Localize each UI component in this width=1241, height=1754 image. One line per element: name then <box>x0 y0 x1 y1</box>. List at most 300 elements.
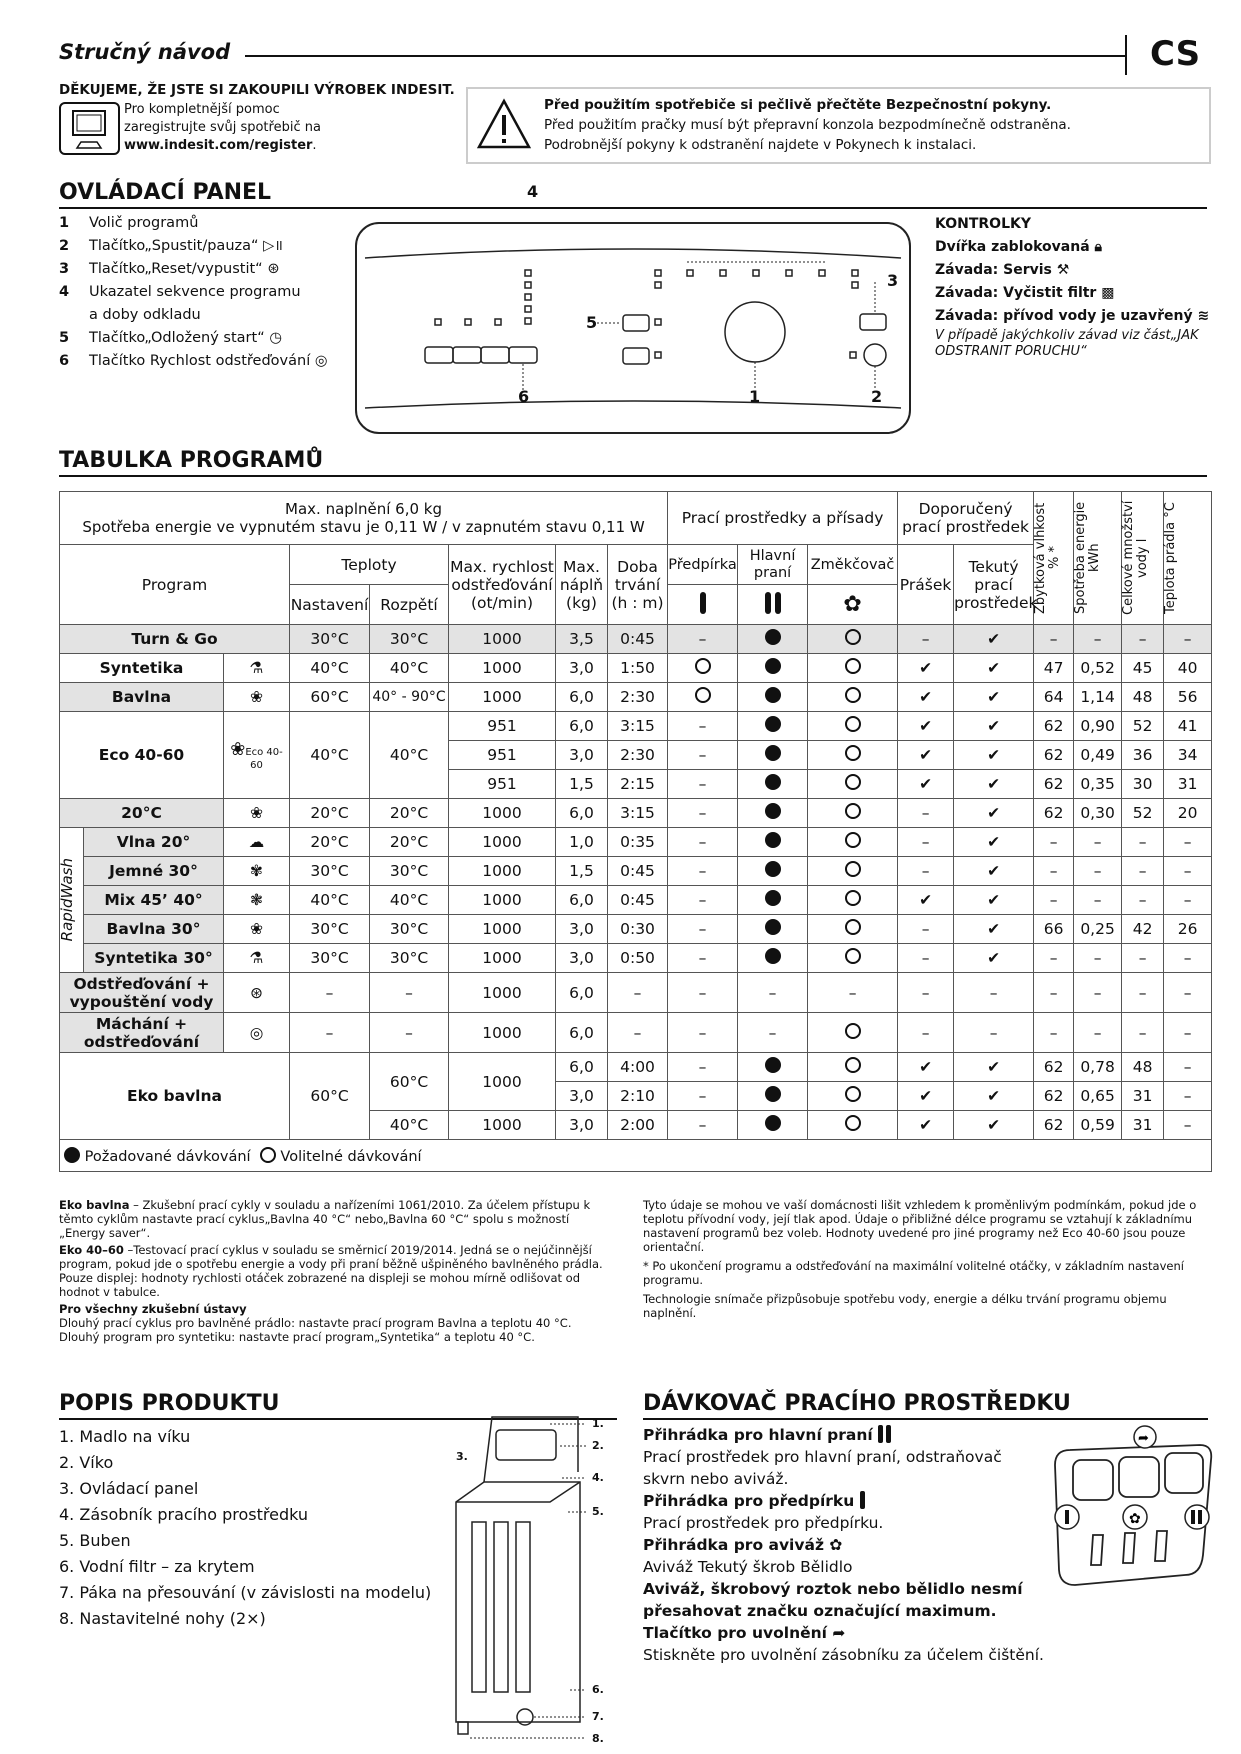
table-cell: – <box>1122 625 1164 654</box>
table-row <box>60 1013 1212 1053</box>
check-icon: ✔ <box>954 625 1034 654</box>
table-cell: ✔ <box>954 1111 1034 1140</box>
table-cell: – <box>668 1111 738 1140</box>
table-cell: 1,5 <box>556 770 608 799</box>
indicators-note: ODSTRANIT PORUCHU“ <box>935 344 1087 359</box>
table-cell: 30°C <box>370 944 449 973</box>
lock-icon: 🔒︎ <box>1094 239 1102 255</box>
indicator-filter: Závada: Vyčistit filtr <box>935 285 1097 301</box>
table-cell <box>808 1111 898 1140</box>
table-cell: ✔ <box>898 741 954 770</box>
table-cell <box>60 828 84 973</box>
table-cell: – <box>1074 828 1122 857</box>
table-cell: – <box>898 944 954 973</box>
table-cell: ✔ <box>954 828 1034 857</box>
table-cell: 66 <box>1034 915 1074 944</box>
table-cell: 30°C <box>370 915 449 944</box>
table-cell: – <box>370 973 449 1013</box>
energy-header: Spotřeba energie kWh <box>1073 501 1103 615</box>
table-cell <box>738 741 808 770</box>
table-cell <box>808 654 898 683</box>
table-cell: – <box>1034 625 1074 654</box>
table-cell: – <box>290 973 370 1013</box>
table-cell: 42 <box>1122 915 1164 944</box>
fig-label-3: 3. <box>456 1450 468 1463</box>
table-cell: – <box>1074 886 1122 915</box>
table-cell: 3,0 <box>556 741 608 770</box>
register-link[interactable]: www.indesit.com/register <box>124 138 313 153</box>
table-row <box>60 857 1212 886</box>
table-cell: 6,0 <box>556 683 608 712</box>
fig-label-1: 1. <box>592 1417 604 1430</box>
powder-header: Prášek <box>898 545 954 625</box>
table-cell: 1000 <box>449 886 556 915</box>
reset-drain-icon: ⊛ <box>267 261 280 277</box>
table-cell: – <box>668 886 738 915</box>
temp-range-header: Rozpětí <box>370 585 449 625</box>
control-item: Tlačítko Rychlost odstřeďování <box>89 353 311 369</box>
rapid-wash-label: RapidWash <box>58 858 76 942</box>
table-cell: 47 <box>1034 654 1074 683</box>
table-cell: 951 <box>449 770 556 799</box>
table-cell <box>738 683 808 712</box>
table-cell <box>808 712 898 741</box>
table-cell: Bavlna <box>60 683 224 712</box>
standby-power: Spotřeba energie ve vypnutém stavu je 0,11 W / v zapnutém stavu 0,11 W <box>82 518 645 536</box>
fig-label-6: 6. <box>592 1683 604 1696</box>
table-cell: Vlna 20° <box>84 828 224 857</box>
panel-label-6: 6 <box>518 387 530 406</box>
table-cell <box>808 915 898 944</box>
table-cell: 34 <box>1164 741 1212 770</box>
table-cell: 62 <box>1034 712 1074 741</box>
table-cell: ✔ <box>954 654 1034 683</box>
table-cell: Máchání + odstřeďování <box>60 1013 224 1053</box>
table-cell <box>738 1082 808 1111</box>
table-cell <box>808 857 898 886</box>
table-cell: 1000 <box>449 973 556 1013</box>
table-cell: 2:30 <box>608 683 668 712</box>
table-cell: – <box>1034 1013 1074 1053</box>
table-cell: 40°C <box>370 886 449 915</box>
table-cell: – <box>738 973 808 1013</box>
table-cell: 3,0 <box>556 944 608 973</box>
table-cell: 1000 <box>449 683 556 712</box>
table-cell: – <box>1034 886 1074 915</box>
panel-label-2: 2 <box>871 387 883 406</box>
table-cell <box>668 683 738 712</box>
list-item: 6. Vodní filtr – za krytem <box>59 1557 255 1576</box>
table-cell: – <box>898 857 954 886</box>
table-cell: 62 <box>1034 799 1074 828</box>
synthetics-icon: ⚗ <box>224 654 290 683</box>
warning-icon <box>476 97 532 157</box>
table-cell: 40°C <box>370 1111 449 1140</box>
table-cell: – <box>1074 625 1122 654</box>
table-cell: – <box>1034 828 1074 857</box>
table-cell: 1000 <box>449 625 556 654</box>
dispenser-text: Přihrádka pro hlavní praní Prací prostředek pro hlavní praní, odstraňovač skvrn nebo aviváž. Přihrádka pro předpírku Prací prostředek pro předpírku. Přihrádka pro aviváž ✿ Aviváž Tekutý škrob Bělidlo Aviváž, škrobový roztok nebo bělidlo nesmí přesahovat značku označující maximum. Tlačítko pro uvolnění ➦ Stiskněte pro uvolnění zásobníku za účelem čištění. <box>643 1426 1044 1664</box>
table-cell: – <box>898 799 954 828</box>
table-cell: Eko bavlna <box>60 1053 290 1140</box>
warning-line: Před použitím pračky musí být přepravní konzola bezpodmínečně odstraněna. <box>544 117 1071 133</box>
table-cell: – <box>668 799 738 828</box>
table-cell: – <box>1122 1013 1164 1053</box>
product-list <box>59 1424 431 1632</box>
table-cell: – <box>668 1013 738 1053</box>
table-cell: 40°C <box>290 712 370 799</box>
table-cell: 62 <box>1034 1053 1074 1082</box>
table-cell: 48 <box>1122 1053 1164 1082</box>
release-arrow-icon: ➦ <box>832 1624 846 1642</box>
table-cell <box>668 654 738 683</box>
table-cell: – <box>1164 1111 1212 1140</box>
register-text: Pro kompletnější pomoc zaregistrujte svůj spotřebič na www.indesit.com/register. <box>124 102 321 153</box>
table-cell: 30 <box>1122 770 1164 799</box>
table-cell: – <box>1034 857 1074 886</box>
table-cell: Turn & Go <box>60 625 290 654</box>
program-table <box>59 491 1212 1172</box>
title-rule-vertical <box>1125 35 1127 75</box>
table-row <box>60 915 1212 944</box>
delicates-icon: ✾ <box>224 857 290 886</box>
table-cell: – <box>1074 973 1122 1013</box>
table-cell: 1000 <box>449 828 556 857</box>
table-cell <box>1074 492 1122 625</box>
control-item: Tlačítko„Spustit/pauza“ <box>89 238 259 254</box>
synthetics30-icon: ⚗ <box>224 944 290 973</box>
table-cell: – <box>1164 857 1212 886</box>
table-cell: 2:00 <box>608 1111 668 1140</box>
computer-icon <box>59 102 120 155</box>
table-cell: 48 <box>1122 683 1164 712</box>
warning-box <box>466 87 1211 164</box>
flower-icon: ✿ <box>808 585 898 625</box>
table-cell <box>738 857 808 886</box>
table-cell: ✔ <box>954 886 1034 915</box>
table-cell <box>60 492 668 545</box>
table-cell: 4:00 <box>608 1053 668 1082</box>
table-row <box>60 654 1212 683</box>
mainwash-icon <box>878 1425 883 1443</box>
table-cell: 0:45 <box>608 625 668 654</box>
control-item: Tlačítko„Reset/vypustit“ <box>89 261 263 277</box>
table-cell: 1:50 <box>608 654 668 683</box>
list-item: 7. Páka na přesouvání (v závislosti na modelu) <box>59 1583 432 1602</box>
table-cell: 30°C <box>370 857 449 886</box>
table-cell: – <box>1164 1053 1212 1082</box>
list-item: 8. Nastavitelné nohy (2×) <box>59 1609 266 1628</box>
table-cell: 3,0 <box>556 654 608 683</box>
rinse-spin-icon: ◎ <box>224 1013 290 1053</box>
table-cell: – <box>1164 625 1212 654</box>
eco-icon: ❀Eco 40-60 <box>224 712 290 799</box>
table-cell: – <box>608 1013 668 1053</box>
svg-text:➦: ➦ <box>1138 1431 1149 1446</box>
notes-left: Eko bavlna – Zkušební prací cykly v souladu a nařízeními 1061/2010. Za účelem přístupu k těmto cyklům nastavte prací cyklus„Bavlna 40 °C“ nebo„Bavlna 60 °C“ spolu s možností „Energy saver“. Eko 40–60 –Testovací prací cyklus v souladu se směrnicí 2019/2014. Jedná se o nejúčinnější program, pokud jde o spotřebu energie a vody při praní běžně ušpiněného bavlněného prádla. Pouze displej: hodnoty rychlosti otáček zobrazené na displeji se mohou mírně odlišovat od hodnot v tabulce. Pro všechny zkušební ústavy Dlouhý prací cyklus pro bavlněné prádlo: nastavte prací program Bavlna a teplotu 40 °C. Dlouhý program pro syntetiku: nastavte prací program„Syntetika“ a teplotu 40 °C. <box>59 1198 603 1344</box>
mainwash-icon <box>738 585 808 625</box>
table-cell: – <box>1074 944 1122 973</box>
table-cell: 0,35 <box>1074 770 1122 799</box>
table-cell: 40°C <box>370 654 449 683</box>
table-cell <box>1122 492 1164 625</box>
program-table-heading: TABULKA PROGRAMŮ <box>59 448 324 473</box>
table-row <box>60 886 1212 915</box>
dispenser-heading: DÁVKOVAČ PRACÍHO PROSTŘEDKU <box>643 1391 1071 1416</box>
table-cell: 0,90 <box>1074 712 1122 741</box>
table-cell: 30°C <box>290 857 370 886</box>
fig-label-2: 2. <box>592 1439 604 1452</box>
table-cell: – <box>898 625 954 654</box>
table-cell <box>738 828 808 857</box>
table-cell: ✔ <box>898 886 954 915</box>
table-cell: – <box>668 944 738 973</box>
table-cell: 6,0 <box>556 712 608 741</box>
table-cell: – <box>1034 973 1074 1013</box>
play-pause-icon: ▷॥ <box>263 238 283 254</box>
table-row <box>60 683 1212 712</box>
table-cell: – <box>1164 944 1212 973</box>
table-cell: – <box>898 915 954 944</box>
section-rule <box>59 207 1207 209</box>
table-cell: – <box>668 712 738 741</box>
warning-bold: Před použitím spotřebiče si pečlivě přečtěte Bezpečnostní pokyny. <box>544 97 1052 113</box>
table-cell: – <box>1164 1082 1212 1111</box>
table-cell <box>738 770 808 799</box>
list-item: 2. Víko <box>59 1453 114 1472</box>
svg-text:✿: ✿ <box>1129 1511 1141 1527</box>
20c-icon: ❀ <box>224 799 290 828</box>
table-cell: 0,49 <box>1074 741 1122 770</box>
table-cell: – <box>668 1082 738 1111</box>
table-cell: 20°C <box>290 828 370 857</box>
table-cell: 6,0 <box>556 1013 608 1053</box>
table-cell: – <box>668 973 738 1013</box>
flower-icon: ✿ <box>829 1536 843 1554</box>
table-cell: 36 <box>1122 741 1164 770</box>
table-cell <box>808 886 898 915</box>
table-cell: 0:45 <box>608 857 668 886</box>
table-cell: 0:45 <box>608 886 668 915</box>
table-cell: 30°C <box>290 625 370 654</box>
section-rule <box>59 475 1207 477</box>
table-cell: 1,14 <box>1074 683 1122 712</box>
spin-header: Max. rychlost odstřeďování (ot/min) <box>449 545 556 625</box>
table-cell: 62 <box>1034 1082 1074 1111</box>
table-cell: – <box>1164 973 1212 1013</box>
table-cell: 52 <box>1122 799 1164 828</box>
table-cell: 0,30 <box>1074 799 1122 828</box>
recommended-header: Doporučený prací prostředek <box>898 492 1034 545</box>
table-cell: – <box>1122 857 1164 886</box>
wrench-icon: ⚒ <box>1056 262 1070 278</box>
table-cell: – <box>1074 857 1122 886</box>
liquid-header: Tekutý prací prostředek <box>954 545 1034 625</box>
list-item: 3. Ovládací panel <box>59 1479 199 1498</box>
control-item: a doby odkladu <box>89 307 201 323</box>
table-cell: 3,0 <box>556 915 608 944</box>
table-cell: 40°C <box>290 654 370 683</box>
table-cell <box>1034 492 1074 625</box>
indicator-water: Závada: přívod vody je uzavřený <box>935 308 1193 324</box>
table-cell: ✔ <box>954 1082 1034 1111</box>
table-cell: ✔ <box>898 1053 954 1082</box>
control-item: Volič programů <box>89 215 199 231</box>
table-row <box>60 828 1212 857</box>
table-cell: 951 <box>449 712 556 741</box>
table-cell: 20°C <box>370 828 449 857</box>
table-cell: – <box>668 857 738 886</box>
table-cell: 60°C <box>290 1053 370 1140</box>
table-row <box>60 973 1212 1013</box>
wool-icon: ☁ <box>224 828 290 857</box>
table-cell: – <box>898 1013 954 1053</box>
list-item: 4. Zásobník pracího prostředku <box>59 1505 309 1524</box>
control-item: Tlačítko„Odložený start“ <box>89 330 265 346</box>
table-cell: – <box>290 1013 370 1053</box>
prewash-header: Předpírka <box>668 545 738 585</box>
water-header: Celkové množství vody l <box>1121 500 1151 616</box>
table-cell: 1000 <box>449 654 556 683</box>
table-cell: 41 <box>1164 712 1212 741</box>
indicators <box>935 213 1209 360</box>
table-cell: 62 <box>1034 770 1074 799</box>
table-cell: 6,0 <box>556 973 608 1013</box>
control-item: Ukazatel sekvence programu <box>89 284 301 300</box>
legend: Požadované dávkování Volitelné dávkování <box>60 1140 1212 1172</box>
panel-label-1: 1 <box>749 387 761 406</box>
table-cell: ✔ <box>954 799 1034 828</box>
table-cell: – <box>1122 886 1164 915</box>
table-row <box>60 944 1212 973</box>
table-cell <box>738 886 808 915</box>
table-cell <box>738 654 808 683</box>
title-rule <box>245 55 1125 57</box>
table-row <box>60 625 1212 654</box>
table-cell: 56 <box>1164 683 1212 712</box>
control-list: 1 Volič programů 2 Tlačítko„Spustit/pauza“ ▷॥ 3 Tlačítko„Reset/vypustit“ ⊛ 4 Ukazatel sekvence programu a doby odkladu 5 Tlačítko„Odložený start“ ◷ 6 Tlačítko Rychlost odstřeďování ◎ <box>59 215 328 369</box>
cotton-icon: ❀ <box>224 683 290 712</box>
table-cell: 3:15 <box>608 712 668 741</box>
table-row <box>60 712 1212 741</box>
table-cell: ✔ <box>954 857 1034 886</box>
table-cell: – <box>668 741 738 770</box>
table-cell: – <box>668 828 738 857</box>
table-cell: 62 <box>1034 1111 1074 1140</box>
table-cell: 60°C <box>290 683 370 712</box>
table-cell: 951 <box>449 741 556 770</box>
list-item: 1. Madlo na víku <box>59 1427 191 1446</box>
indicators-title: KONTROLKY <box>935 216 1031 232</box>
table-cell: 62 <box>1034 741 1074 770</box>
fig-label-4: 4. <box>592 1471 604 1484</box>
table-cell: – <box>898 973 954 1013</box>
table-cell: – <box>608 973 668 1013</box>
control-panel-heading: OVLÁDACÍ PANEL <box>59 180 272 205</box>
table-cell: ✔ <box>954 770 1034 799</box>
table-cell: 20 <box>1164 799 1212 828</box>
table-cell: ✔ <box>898 683 954 712</box>
optional-ring <box>845 629 861 645</box>
table-cell: 0:35 <box>608 828 668 857</box>
temps-header: Teploty <box>290 545 449 585</box>
table-cell: 20°C <box>370 799 449 828</box>
table-cell <box>738 799 808 828</box>
fig-label-7: 7. <box>592 1710 604 1723</box>
indicator-service: Závada: Servis <box>935 262 1052 278</box>
table-cell: – <box>1034 944 1074 973</box>
page-title: Stručný návod <box>59 40 231 64</box>
table-cell: – <box>1122 973 1164 1013</box>
table-cell: 0,65 <box>1074 1082 1122 1111</box>
table-cell: 3,5 <box>556 625 608 654</box>
table-cell: 45 <box>1122 654 1164 683</box>
table-cell: Mix 45’ 40° <box>84 886 224 915</box>
table-cell: 3:15 <box>608 799 668 828</box>
fig-label-8: 8. <box>592 1732 604 1745</box>
table-cell <box>1164 492 1212 625</box>
table-cell: 30°C <box>370 625 449 654</box>
table-cell: ✔ <box>954 944 1034 973</box>
table-cell: 30°C <box>290 944 370 973</box>
table-cell: – <box>668 625 738 654</box>
table-cell <box>808 741 898 770</box>
table-cell: 3,0 <box>556 1111 608 1140</box>
table-cell: 31 <box>1122 1111 1164 1140</box>
table-cell: – <box>1164 886 1212 915</box>
table-cell: 64 <box>1034 683 1074 712</box>
table-cell: ✔ <box>954 683 1034 712</box>
table-cell: 20°C <box>290 799 370 828</box>
program-header: Program <box>60 545 290 625</box>
washer-illustration <box>450 1412 620 1747</box>
table-cell <box>808 944 898 973</box>
spin-icon: ◎ <box>314 353 328 369</box>
table-cell: – <box>1164 1013 1212 1053</box>
table-cell: 1000 <box>449 1053 556 1111</box>
table-cell <box>738 1111 808 1140</box>
table-cell: – <box>954 1013 1034 1053</box>
table-cell: Eco 40-60 <box>60 712 224 799</box>
load-header: Max. náplň (kg) <box>556 545 608 625</box>
table-cell: 3,0 <box>556 1082 608 1111</box>
warning-line: Podrobnější pokyny k odstranění najdete v Pokynech k instalaci. <box>544 137 977 153</box>
table-cell <box>738 625 808 654</box>
table-cell: 0,78 <box>1074 1053 1122 1082</box>
panel-drawing <box>355 222 911 434</box>
table-cell: – <box>738 1013 808 1053</box>
tap-icon: ≋ <box>1197 308 1210 324</box>
program-table-wrap <box>59 491 1212 1172</box>
table-cell: ✔ <box>898 770 954 799</box>
table-cell: 2:30 <box>608 741 668 770</box>
table-cell <box>808 625 898 654</box>
cotton30-icon: ❀ <box>224 915 290 944</box>
table-cell: 0,25 <box>1074 915 1122 944</box>
table-row <box>60 799 1212 828</box>
table-cell: 20°C <box>60 799 224 828</box>
table-cell: 1000 <box>449 799 556 828</box>
prewash-icon <box>860 1491 865 1509</box>
table-cell <box>808 1053 898 1082</box>
table-cell: ✔ <box>898 1111 954 1140</box>
table-cell: ✔ <box>954 712 1034 741</box>
dispenser-illustration <box>1045 1425 1215 1600</box>
table-cell: 40° - 90°C <box>370 683 449 712</box>
table-cell: – <box>668 770 738 799</box>
table-cell: 30°C <box>290 915 370 944</box>
table-cell: – <box>1122 944 1164 973</box>
